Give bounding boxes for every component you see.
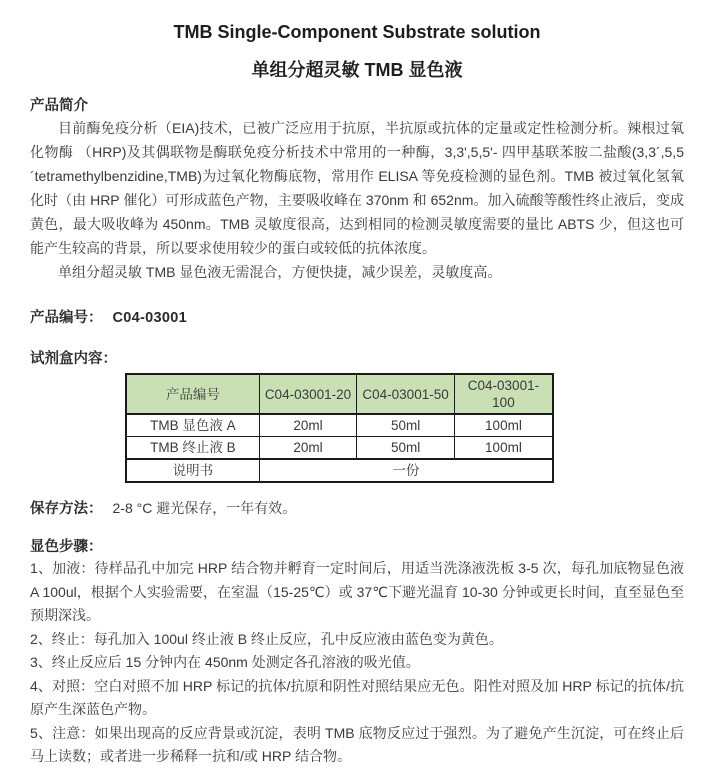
intro-paragraph-1: 目前酶免疫分析（EIA)技术，已被广泛应用于抗原，半抗原或抗体的定量或定性检测分析。辣根过氧化物酶 （HRP)及其偶联物是酶联免疫分析技术中常用的一种酶，3,3',5,5'- 四甲基联苯胺二盐酸(3,3´,5,5´tetramethylbenzidine,TMB)为过氧化物酶底物，常用作 ELISA 等免疫检测的显色剂。TMB 被过氧化氢氧化时（由 HRP 催化）可形成蓝色产物，主要吸收峰在 370nm 和 652nm。加入硫酸等酸性终止液后，变成黄色，最大吸收峰为 450nm。TMB 灵敏度很高，达到相同的检测灵敏度需要的量比 ABTS 少，但这也可能产生较高的背景，所以要求使用较少的蛋白或较低的抗体浓度。 [30,120,684,256]
step-item-3: 3、终止反应后 15 分钟内在 450nm 处测定各孔溶液的吸光值。 [30,654,420,670]
step-item-2: 2、终止：每孔加入 100ul 终止液 B 终止反应，孔中反应液由蓝色变为黄色。 [30,630,503,647]
step-item-5: 5、注意：如果出现高的反应背景或沉淀，表明 TMB 底物反应过于强烈。为了避免产生沉淀，可在终止后马上读数；或者进一步稀释一抗和/或 HRP 结合物。 [30,724,684,764]
kit-contents-heading: 试剂盒内容： [30,351,117,367]
product-number-value: C04-03001 [112,310,187,326]
table-header-cell: C04-03001-100 [454,374,553,414]
step-item-4: 4、对照：空白对照不加 HRP 标记的抗体/抗原和阴性对照结果应无色。阳性对照及加 HRP 标记的抗体/抗原产生深蓝色产物。 [30,677,684,717]
storage-method-label: 保存方法： [30,501,103,517]
intro-paragraph-2: 单组分超灵敏 TMB 显色液无需混合，方便快捷，减少误差，灵敏度高。 [58,264,502,280]
storage-method-line [30,498,684,519]
table-cell: 说明书 [126,459,259,482]
table-row-manual [126,459,553,482]
table-header-cell: C04-03001-50 [357,374,455,414]
table-cell-merged: 一份 [259,459,553,482]
table-cell: 50ml [357,437,455,460]
table-cell: 20ml [259,437,357,460]
table-cell: TMB 终止液 B [126,437,259,460]
intro-section-heading: 产品简介 [30,98,88,114]
product-number-line [30,308,684,328]
table-cell: 100ml [454,414,553,437]
document-title-english: TMB Single-Component Substrate solution [173,22,541,42]
table-cell: 50ml [357,414,455,437]
step-item-1: 1、加液：待样品孔中加完 HRP 结合物并孵育一定时间后，用适当洗涤液洗板 3-5 次，每孔加底物显色液 A 100ul，根据个人实验需要，在室温（15-25℃）或 37℃下避光温育 10-30 分钟或更长时间，直至显色至预期深浅。 [30,560,684,623]
table-cell: TMB 显色液 A [126,414,259,437]
table-header-cell: 产品编号 [126,374,259,414]
table-header-cell: C04-03001-20 [259,374,357,414]
product-number-label: 产品编号： [30,310,103,326]
kit-contents-table [125,373,554,483]
table-header-row [126,374,553,414]
table-row [126,414,553,437]
table-cell: 20ml [259,414,357,437]
steps-section-heading: 显色步骤： [30,539,103,555]
table-cell: 100ml [454,437,553,460]
table-row [126,437,553,460]
storage-method-value: 2-8 °C 避光保存，一年有效。 [112,500,297,516]
document-title-chinese: 单组分超灵敏 TMB 显色液 [251,60,463,80]
